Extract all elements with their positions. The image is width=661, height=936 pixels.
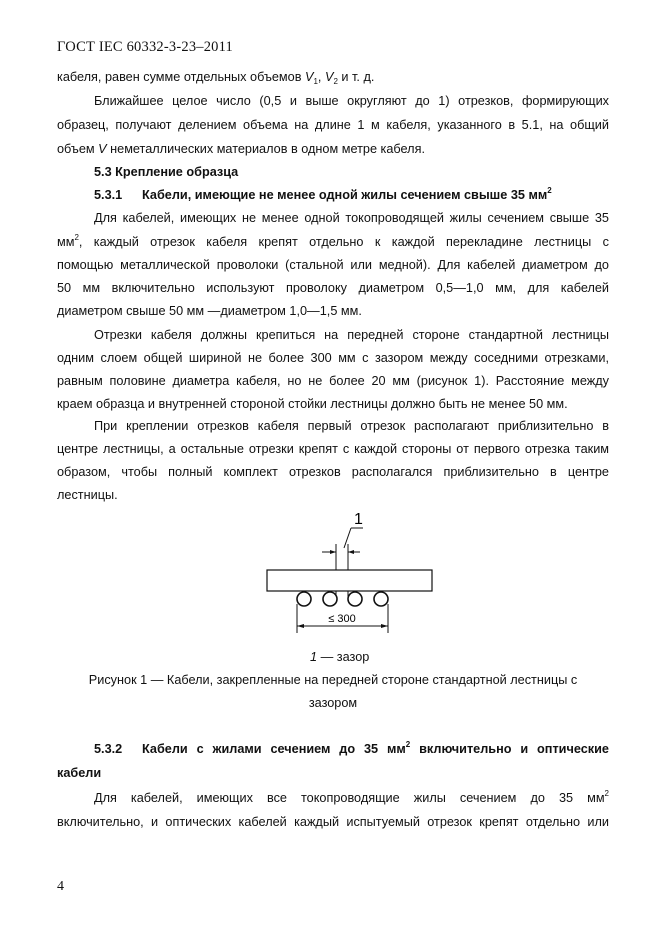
cable-section xyxy=(323,592,337,606)
figure-legend: 1 — зазор xyxy=(310,650,370,664)
paragraph-line: Отрезки кабеля должны крепиться на передней стороне стандартной лестницы xyxy=(94,328,609,342)
width-dimension-label: ≤ 300 xyxy=(328,613,356,625)
paragraph-line: $мм^2$, каждый отрезок кабеля крепят отдельно к каждой перекладине лестницы с xyxy=(57,233,609,249)
paragraph-line: равным половине диаметра кабеля, но не более 20 мм (рисунок 1). Расстояние между xyxy=(57,374,609,388)
paragraph-line: объем V неметаллических материалов в одном метре кабеля. xyxy=(57,142,425,156)
paragraph-line: лестницы. xyxy=(57,488,118,502)
figure-cables-on-ladder xyxy=(262,508,437,638)
ladder-rung xyxy=(267,570,432,591)
paragraph-line: одним слоем общей шириной не более 300 мм с зазором между соседними отрезками, xyxy=(57,351,609,365)
subsection-heading: 5.3.1 Кабели, имеющие не менее одной жилы сечением свыше 35 $мм^2$ xyxy=(94,186,552,202)
width-arrow xyxy=(297,624,304,628)
cable-section xyxy=(297,592,311,606)
paragraph-line: кабеля, равен сумме отдельных объемов $V_1$, $V_2$ и т. д. xyxy=(57,70,375,86)
page-number: 4 xyxy=(57,879,64,894)
document-header: ГОСТ IEC 60332-3-23–2011 xyxy=(57,39,233,55)
cable-section xyxy=(348,592,362,606)
figure-caption: зазором xyxy=(308,696,358,710)
paragraph-line: Ближайшее целое число (0,5 и выше округляют до 1) отрезков, формирующих xyxy=(94,94,609,108)
paragraph-line: центре лестницы, а остальные отрезки крепят с каждой стороны от первого отрезка таким xyxy=(57,442,609,456)
callout-label: 1 xyxy=(354,511,363,528)
paragraph-line: Для кабелей, имеющих не менее одной токопроводящей жилы сечением свыше 35 xyxy=(94,211,609,225)
paragraph-line: Для кабелей, имеющих все токопроводящие жилы сечением до 35 $мм^2$ xyxy=(94,789,609,805)
figure-caption: Рисунок 1 — Кабели, закрепленные на передней стороне стандартной лестницы с xyxy=(88,673,578,687)
paragraph-line: 50 мм включительно используют проволоку диаметром 0,5—1,0 мм, для кабелей xyxy=(57,281,609,295)
paragraph-line: При креплении отрезков кабеля первый отрезок располагают приблизительно в xyxy=(94,419,609,433)
gap-arrow xyxy=(348,550,354,554)
section-heading: 5.3 Крепление образца xyxy=(94,165,239,179)
paragraph-line: диаметром свыше 50 мм —диаметром 1,0—1,5 мм. xyxy=(57,304,362,318)
paragraph-line: образец, получают делением объема на длине 1 м кабеля, указанного в 5.1, на общий xyxy=(57,118,609,132)
subsection-heading-continued: кабели xyxy=(57,766,102,780)
paragraph-line: образом, чтобы полный комплект отрезков располагался приблизительно в центре xyxy=(57,465,609,479)
paragraph-line: включительно, и оптических кабелей каждый испытуемый отрезок крепят отдельно или xyxy=(57,815,609,829)
gap-arrow xyxy=(330,550,336,554)
cable-section xyxy=(374,592,388,606)
width-arrow xyxy=(381,624,388,628)
subsection-heading: 5.3.2 Кабели с жилами сечением до 35 $мм^2$ включительно и оптические xyxy=(94,740,609,756)
paragraph-line: краем образца и внутренней стороной стойки лестницы должно быть не менее 50 мм. xyxy=(57,397,568,411)
paragraph-line: помощью металлической проволоки (стальной или медной). Для кабелей диаметром до xyxy=(57,258,609,272)
